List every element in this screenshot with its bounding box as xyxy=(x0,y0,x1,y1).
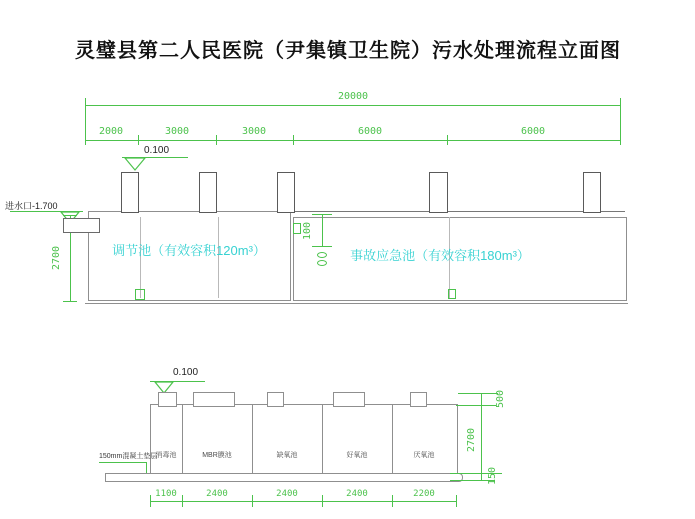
bottom-elevation-label: 0.100 xyxy=(173,367,199,378)
compartment-label: MBR膜池 xyxy=(202,452,232,459)
equipment-body-outline xyxy=(150,404,458,475)
dim-tick xyxy=(252,495,253,507)
nozzle xyxy=(267,392,284,407)
bottom-dim-label: 2400 xyxy=(276,489,298,499)
dim-tick xyxy=(392,495,393,507)
segment-dim-label: 3000 xyxy=(241,126,267,137)
dim-terminator-icon xyxy=(317,252,327,258)
pipe-port xyxy=(448,289,456,299)
drawing-title: 灵璧县第二人民医院（尹集镇卫生院）污水处理流程立面图 xyxy=(75,38,621,62)
dim-tick xyxy=(456,495,457,507)
top-elevation-label: 0.100 xyxy=(144,145,170,156)
segment-dim-label: 2000 xyxy=(98,126,124,137)
vent-pipe xyxy=(429,172,448,213)
right-dim-label: 2700 xyxy=(466,427,477,453)
drop-dim-label: 100 xyxy=(302,221,313,241)
compartment-label: 好氧池 xyxy=(346,452,368,459)
overall-dimension-line xyxy=(85,105,620,106)
right-dim-label: 150 xyxy=(487,466,498,486)
height-dim-label: 2700 xyxy=(51,245,62,271)
dim-tick xyxy=(620,135,621,145)
dim-tick xyxy=(312,214,332,215)
compartment-label: 厌氧池 xyxy=(413,452,435,459)
right-dim-label: 500 xyxy=(495,389,506,409)
leader-line xyxy=(146,462,147,473)
nozzle xyxy=(158,392,177,407)
nozzle xyxy=(410,392,427,407)
compartment-divider xyxy=(252,404,253,473)
cushion-label: 150mm混凝土垫层 xyxy=(99,453,158,460)
inlet-pipe xyxy=(63,218,100,233)
vent-pipe xyxy=(199,172,217,213)
dim-tick xyxy=(85,100,86,110)
leader-line xyxy=(99,462,147,463)
concrete-cushion xyxy=(105,473,463,482)
dim-tick xyxy=(216,135,217,145)
right-dimension-line xyxy=(481,393,482,480)
dim-tick xyxy=(63,215,77,216)
pipe-port xyxy=(293,223,301,234)
nozzle xyxy=(333,392,365,407)
dim-tick xyxy=(447,135,448,145)
vent-pipe xyxy=(121,172,139,213)
dim-tick xyxy=(63,301,77,302)
bottom-dim-label: 1100 xyxy=(155,489,177,499)
regulating-tank-label: 调节池（有效容积120m³） xyxy=(112,243,266,258)
bottom-dim-label: 2200 xyxy=(413,489,435,499)
segment-dimension-line xyxy=(85,140,620,141)
pipe-port xyxy=(135,289,145,300)
nozzle xyxy=(193,392,235,407)
compartment-label: 消毒池 xyxy=(155,452,177,459)
vent-pipe xyxy=(583,172,601,213)
drop-dim-line xyxy=(322,214,323,247)
overall-dim-label: 20000 xyxy=(337,91,369,102)
segment-dim-label: 3000 xyxy=(164,126,190,137)
bottom-dim-label: 2400 xyxy=(206,489,228,499)
segment-dim-label: 6000 xyxy=(357,126,383,137)
bottom-dimension-line xyxy=(150,501,456,502)
dim-terminator-icon xyxy=(317,260,327,266)
compartment-label: 缺氧池 xyxy=(276,452,298,459)
dim-tick xyxy=(293,135,294,145)
dim-tick xyxy=(456,405,496,406)
segment-dim-label: 6000 xyxy=(520,126,546,137)
compartment-divider xyxy=(392,404,393,473)
dim-tick xyxy=(620,100,621,110)
emergency-tank-label: 事故应急池（有效容积180m³） xyxy=(350,248,530,263)
dim-tick xyxy=(312,246,332,247)
inlet-label: 进水口-1.700 xyxy=(5,201,58,211)
elevation-triangle-icon xyxy=(124,157,146,171)
dim-tick xyxy=(458,393,498,394)
compartment-divider xyxy=(182,404,183,473)
dim-tick xyxy=(322,495,323,507)
tank-base-line xyxy=(85,303,628,304)
vent-pipe xyxy=(277,172,295,213)
bottom-dim-label: 2400 xyxy=(346,489,368,499)
compartment-divider xyxy=(322,404,323,473)
